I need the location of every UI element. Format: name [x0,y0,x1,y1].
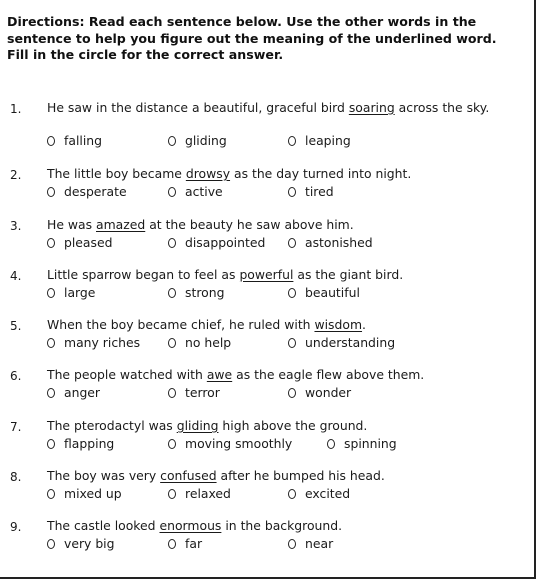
answer-bubble[interactable] [168,136,176,146]
underlined-word: soaring [348,100,395,115]
sentence-text: The pterodactyl was [47,418,177,433]
underlined-word: drowsy [185,166,231,181]
choice-label: desperate [64,184,127,199]
answer-bubble[interactable] [168,439,176,449]
sentence-text: The people watched with [47,367,207,382]
question-number: 8. [10,470,22,484]
question-sentence [47,218,517,232]
answer-bubble[interactable] [327,439,335,449]
question-sentence [47,419,517,433]
sentence-text: as the day turned into night. [230,166,412,181]
underlined-word: awe [206,367,233,382]
answer-choice-c[interactable] [288,235,373,251]
answer-choice-b[interactable] [168,285,224,301]
choice-label: leaping [305,133,351,148]
answer-bubble[interactable] [288,338,296,348]
answer-choice-a[interactable] [47,486,122,502]
choice-label: gliding [185,133,227,148]
sentence-text: at the beauty he saw above him. [145,217,354,232]
answer-bubble[interactable] [168,187,176,197]
answer-choice-a[interactable] [47,436,114,452]
choice-label: disappointed [185,235,266,250]
answer-choice-c[interactable] [288,133,351,149]
choice-label: spinning [344,436,397,451]
choice-label: pleased [64,235,113,250]
answer-bubble[interactable] [47,388,55,398]
sentence-text: Little sparrow began to feel as [47,267,240,282]
choice-label: understanding [305,335,396,350]
question-sentence [47,318,517,332]
answer-bubble[interactable] [168,489,176,499]
answer-choice-c[interactable] [288,335,395,351]
question-sentence [47,167,517,181]
sentence-text: across the sky. [394,100,490,115]
question-sentence [47,368,517,382]
answer-bubble[interactable] [47,539,55,549]
question-sentence [47,469,517,483]
sentence-text: The boy was very [47,468,161,483]
question-sentence [47,519,517,533]
underlined-word: gliding [176,418,219,433]
sentence-text: The little boy became [47,166,186,181]
choice-label: many riches [64,335,141,350]
sentence-text: high above the ground. [218,418,368,433]
answer-bubble[interactable] [168,288,176,298]
answer-choice-c[interactable] [327,436,397,452]
answer-choice-a[interactable] [47,335,140,351]
answer-choice-b[interactable] [168,235,265,251]
choice-label: active [185,184,223,199]
directions-line: Directions: Read each sentence below. Use the other words in the [7,14,477,29]
sentence-text: in the background. [221,518,343,533]
directions-line: Fill in the circle for the correct answer. [7,47,284,62]
sentence-text: He saw in the distance a beautiful, graceful bird [47,100,349,115]
answer-choice-b[interactable] [168,133,227,149]
question-sentence [47,101,502,115]
choice-label: falling [64,133,103,148]
choice-label: no help [185,335,232,350]
underlined-word: amazed [96,217,146,232]
choice-label: wonder [305,385,352,400]
sentence-text: as the giant bird. [293,267,404,282]
choice-label: terror [185,385,220,400]
directions-line: sentence to help you figure out the meaning of the underlined word. [7,30,497,46]
answer-choice-c[interactable] [288,184,334,200]
sentence-text: He was [47,217,96,232]
answer-bubble[interactable] [47,136,55,146]
choice-label: flapping [64,436,115,451]
choice-label: near [305,536,334,551]
answer-bubble[interactable] [47,238,55,248]
choice-label: mixed up [64,486,122,501]
choice-label: relaxed [185,486,231,501]
answer-bubble[interactable] [168,388,176,398]
question-number: 1. [10,102,22,116]
underlined-word: enormous [159,518,222,533]
choice-label: tired [305,184,334,199]
answer-choice-c[interactable] [288,285,360,301]
answer-choice-a[interactable] [47,536,115,552]
answer-bubble[interactable] [288,136,296,146]
question-number: 6. [10,369,22,383]
sentence-text: after he bumped his head. [216,468,385,483]
choice-label: beautiful [305,285,360,300]
answer-bubble[interactable] [47,187,55,197]
question-number: 5. [10,319,22,333]
answer-choice-b[interactable] [168,184,223,200]
answer-bubble[interactable] [47,288,55,298]
answer-choice-c[interactable] [288,536,333,552]
question-sentence [47,268,517,282]
answer-bubble[interactable] [288,187,296,197]
answer-bubble[interactable] [168,338,176,348]
question-number: 9. [10,520,22,534]
answer-choice-a[interactable] [47,235,112,251]
question-number: 3. [10,219,22,233]
question-number: 2. [10,168,22,182]
choice-label: excited [305,486,351,501]
answer-bubble[interactable] [288,539,296,549]
sentence-text: . [362,317,366,332]
answer-choice-b[interactable] [168,385,220,401]
choice-label: astonished [305,235,373,250]
choice-label: far [185,536,203,551]
directions [7,14,527,64]
question-number: 7. [10,420,22,434]
answer-bubble[interactable] [47,439,55,449]
answer-choice-b[interactable] [168,536,202,552]
sentence-text: The castle looked [47,518,160,533]
answer-bubble[interactable] [47,489,55,499]
choice-label: large [64,285,96,300]
answer-choice-b[interactable] [168,436,292,452]
answer-choice-a[interactable] [47,285,95,301]
answer-bubble[interactable] [47,338,55,348]
underlined-word: confused [160,468,217,483]
answer-bubble[interactable] [288,489,296,499]
answer-choice-b[interactable] [168,486,231,502]
choice-label: very big [64,536,115,551]
answer-choice-a[interactable] [47,133,102,149]
answer-choice-c[interactable] [288,385,351,401]
answer-choice-a[interactable] [47,385,100,401]
answer-choice-b[interactable] [168,335,231,351]
choice-label: moving smoothly [185,436,293,451]
sentence-text: When the boy became chief, he ruled with [47,317,315,332]
answer-choice-a[interactable] [47,184,127,200]
choice-label: strong [185,285,225,300]
choice-label: anger [64,385,101,400]
answer-bubble[interactable] [288,238,296,248]
answer-bubble[interactable] [168,539,176,549]
answer-bubble[interactable] [288,288,296,298]
underlined-word: wisdom [314,317,363,332]
answer-bubble[interactable] [168,238,176,248]
answer-choice-c[interactable] [288,486,350,502]
answer-bubble[interactable] [288,388,296,398]
sentence-text: as the eagle flew above them. [232,367,425,382]
underlined-word: powerful [239,267,294,282]
question-number: 4. [10,269,22,283]
